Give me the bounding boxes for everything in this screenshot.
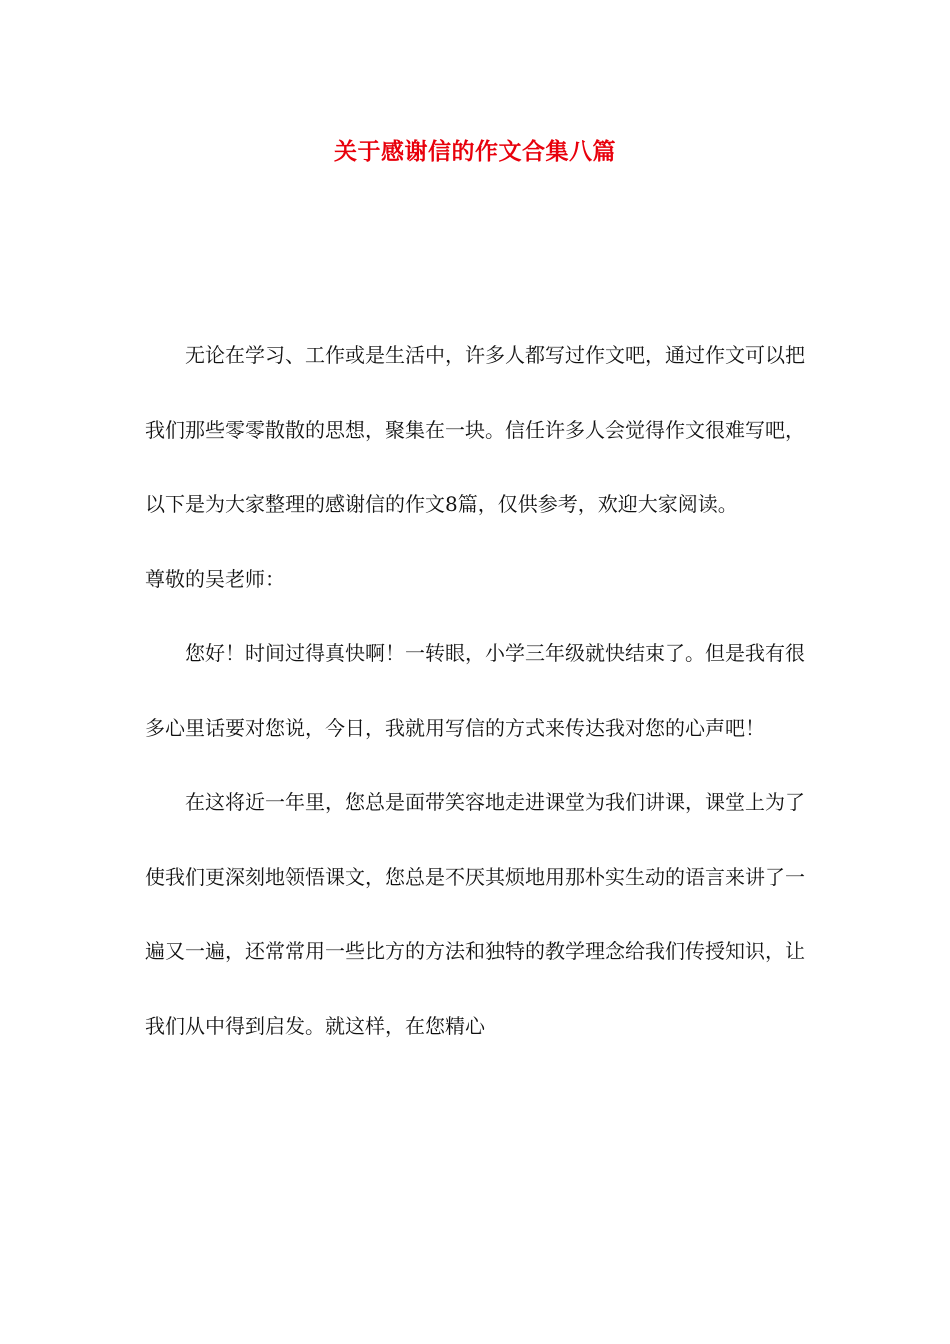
paragraph-greeting: 您好！时间过得真快啊！一转眼，小学三年级就快结束了。但是我有很多心里话要对您说，今日，我就用写信的方式来传达我对您的心声吧！ bbox=[145, 641, 805, 740]
paragraph-intro: 无论在学习、工作或是生活中，许多人都写过作文吧，通过作文可以把我们那些零零散散的思想，聚集在一块。信任许多人会觉得作文很难写吧，以下是为大家整理的感谢信的作文8篇，仅供参考，欢迎大家阅读。 bbox=[145, 343, 805, 516]
document-body bbox=[145, 318, 805, 1063]
document-title: 关于感谢信的作文合集八篇 bbox=[334, 138, 616, 165]
paragraph-body: 在这将近一年里，您总是面带笑容地走进课堂为我们讲课，课堂上为了使我们更深刻地领悟课文，您总是不厌其烦地用那朴实生动的语言来讲了一遍又一遍，还常常用一些比方的方法和独特的教学理念给我们传授知识，让我们从中得到启发。就这样，在您精心 bbox=[145, 790, 805, 1038]
paragraph-salutation: 尊敬的吴老师： bbox=[145, 566, 285, 591]
